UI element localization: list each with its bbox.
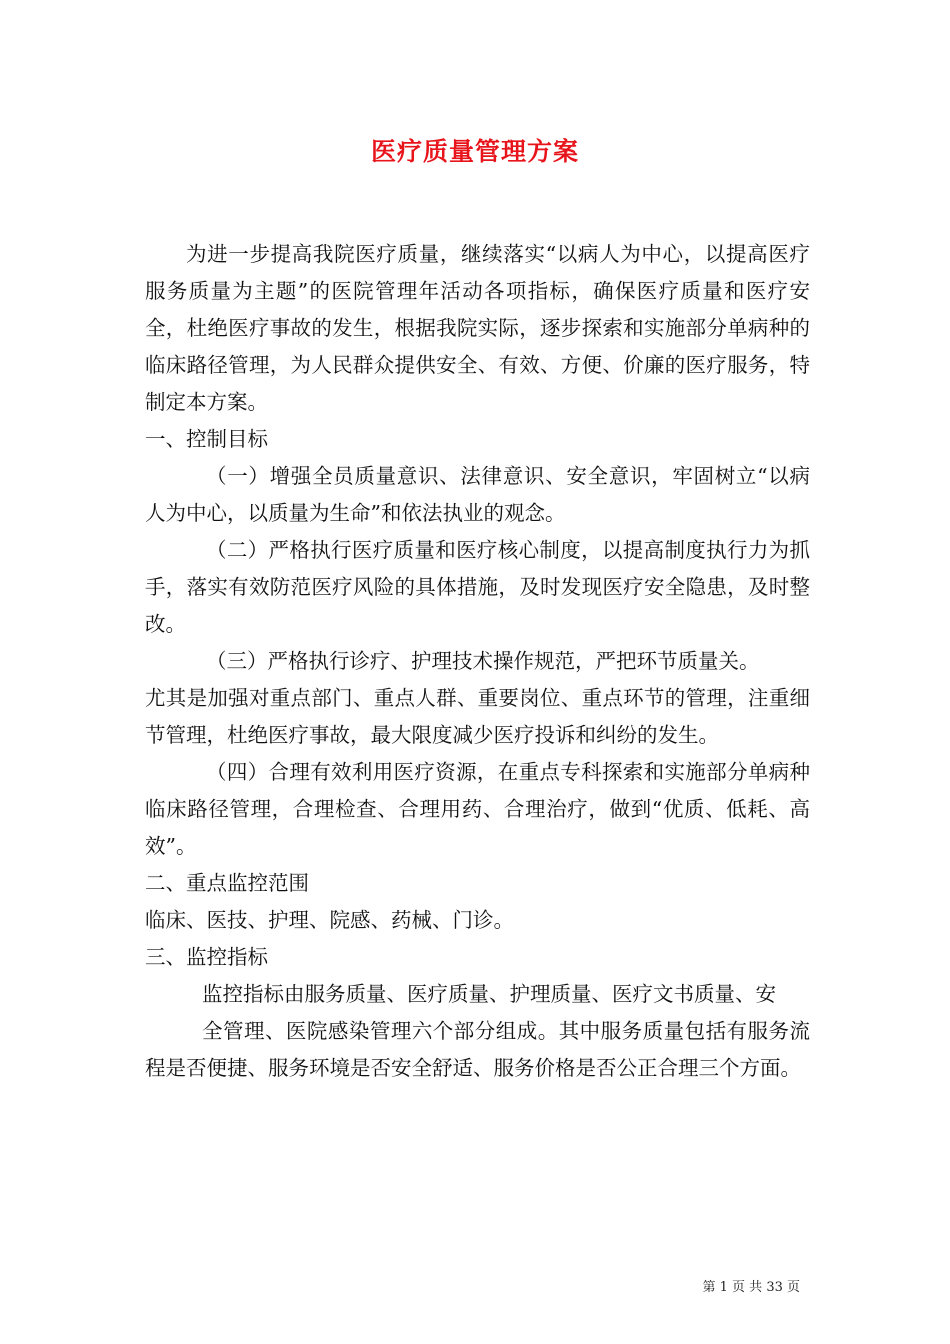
page-title: 医疗质量管理方案 bbox=[370, 137, 579, 166]
monitoring-scope-text: 临床、医技、护理、院感、药械、门诊。 bbox=[145, 908, 514, 932]
section-heading-indicators: 三、监控指标 bbox=[145, 945, 268, 969]
goal-item-3-first-line: （三）严格执行诊疗、护理技术操作规范，严把环节质量关。 bbox=[206, 649, 760, 673]
goal-item-4: （四）合理有效利用医疗资源，在重点专科探索和实施部分单病种临床路径管理，合理检查、合理用药、合理治疗，做到“优质、低耗、高效”。 bbox=[145, 760, 810, 858]
intro-paragraph: 为进一步提高我院医疗质量，继续落实“以病人为中心，以提高医疗服务质量为主题”的医院管理年活动各项指标，确保医疗质量和医疗安全，杜绝医疗事故的发生，根据我院实际，逐步探索和实施部分单病种的临床路径管理，为人民群众提供安全、有效、方便、价廉的医疗服务，特制定本方案。 bbox=[145, 242, 810, 414]
section-heading-control-goals: 一、控制目标 bbox=[145, 427, 268, 451]
section-heading-monitoring-scope: 二、重点监控范围 bbox=[145, 871, 309, 895]
goal-item-3-continued: 尤其是加强对重点部门、重点人群、重要岗位、重点环节的管理，注重细节管理，杜绝医疗事故，最大限度减少医疗投诉和纠纷的发生。 bbox=[145, 686, 810, 747]
goal-item-1: （一）增强全员质量意识、法律意识、安全意识，牢固树立“以病人为中心，以质量为生命”和依法执业的观念。 bbox=[145, 464, 810, 525]
indicators-paragraph-part-2: 全管理、医院感染管理六个部分组成。其中服务质量包括有服务流程是否便捷、服务环境是否安全舒适、服务价格是否公正合理三个方面。 bbox=[145, 1019, 810, 1080]
document-body bbox=[145, 236, 810, 1087]
page-number-footer: 第 1 页 共 33 页 bbox=[702, 1280, 800, 1295]
goal-item-2: （二）严格执行医疗质量和医疗核心制度，以提高制度执行力为抓手，落实有效防范医疗风险的具体措施，及时发现医疗安全隐患，及时整改。 bbox=[145, 538, 810, 636]
indicators-paragraph-part-1: 监控指标由服务质量、医疗质量、护理质量、医疗文书质量、安 bbox=[202, 982, 776, 1006]
